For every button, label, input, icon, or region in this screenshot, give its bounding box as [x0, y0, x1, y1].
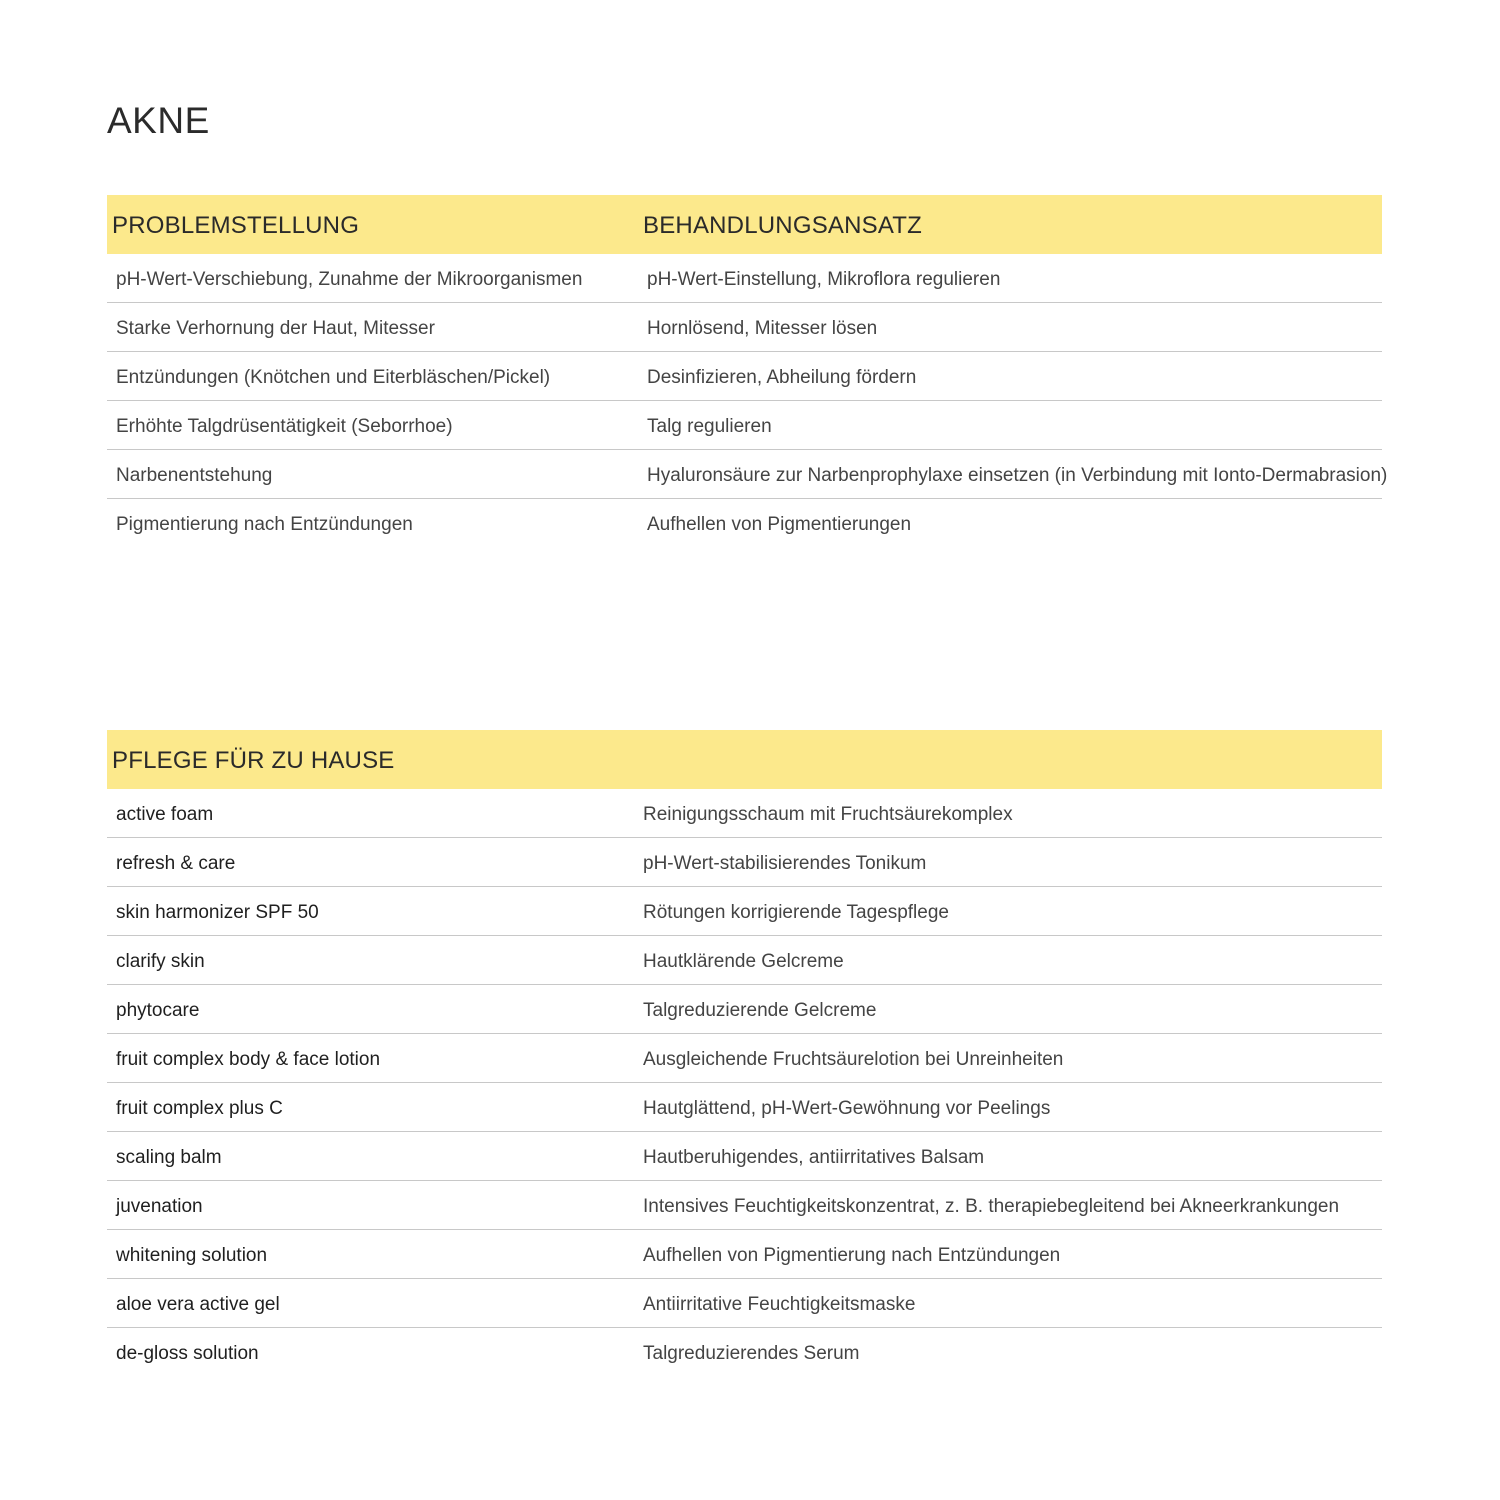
treatment-cell: Desinfizieren, Abheilung fördern — [647, 367, 917, 388]
treatment-cell: Hornlösend, Mitesser lösen — [647, 318, 878, 339]
table-row — [107, 789, 1382, 838]
product-description: Hautglättend, pH-Wert-Gewöhnung vor Peelings — [643, 1098, 1051, 1119]
product-description: Aufhellen von Pigmentierung nach Entzündungen — [643, 1245, 1061, 1266]
problems-table — [107, 195, 1388, 548]
home-care-table — [107, 730, 1382, 1377]
header-home-care: PFLEGE FÜR ZU HAUSE — [112, 747, 395, 774]
product-name: skin harmonizer SPF 50 — [116, 902, 319, 923]
product-name: aloe vera active gel — [116, 1294, 280, 1315]
table-row — [107, 254, 1382, 303]
table-row — [107, 1132, 1382, 1181]
treatment-cell: Talg regulieren — [647, 416, 772, 437]
product-description: Antiirritative Feuchtigkeitsmaske — [643, 1294, 916, 1315]
table-row — [107, 936, 1382, 985]
treatment-cell: Hyaluronsäure zur Narbenprophylaxe einsetzen (in Verbindung mit Ionto-Dermabrasion) — [647, 465, 1388, 486]
product-name: de-gloss solution — [116, 1343, 259, 1364]
problem-cell: Pigmentierung nach Entzündungen — [116, 514, 413, 535]
problem-cell: Starke Verhornung der Haut, Mitesser — [116, 318, 435, 339]
product-name: scaling balm — [116, 1147, 222, 1168]
problems-table-header — [107, 195, 1382, 254]
problem-cell: Erhöhte Talgdrüsentätigkeit (Seborrhoe) — [116, 416, 453, 437]
table-row — [107, 887, 1382, 936]
problem-cell: pH-Wert-Verschiebung, Zunahme der Mikroorganismen — [116, 269, 583, 290]
product-description: Reinigungsschaum mit Fruchtsäurekomplex — [643, 804, 1013, 825]
page-title: AKNE — [107, 100, 210, 141]
product-description: pH-Wert-stabilisierendes Tonikum — [643, 853, 927, 874]
table-row — [107, 1279, 1382, 1328]
product-name: phytocare — [116, 1000, 200, 1021]
table-row — [107, 450, 1388, 499]
table-row — [107, 838, 1382, 887]
product-name: fruit complex body & face lotion — [116, 1049, 381, 1070]
table-row — [107, 1083, 1382, 1132]
treatment-cell: pH-Wert-Einstellung, Mikroflora regulieren — [647, 269, 1001, 290]
header-problem: PROBLEMSTELLUNG — [112, 212, 360, 239]
table-row — [107, 1328, 1382, 1377]
product-description: Ausgleichende Fruchtsäurelotion bei Unreinheiten — [643, 1049, 1064, 1070]
header-treatment: BEHANDLUNGSANSATZ — [643, 212, 923, 239]
product-description: Hautklärende Gelcreme — [643, 951, 844, 972]
product-name: active foam — [116, 804, 214, 825]
product-name: juvenation — [116, 1196, 203, 1217]
table-row — [107, 499, 1382, 548]
table-row — [107, 303, 1382, 352]
table-row — [107, 1034, 1382, 1083]
product-description: Hautberuhigendes, antiirritatives Balsam — [643, 1147, 985, 1168]
table-row — [107, 985, 1382, 1034]
table-row — [107, 401, 1382, 450]
product-name: whitening solution — [116, 1245, 268, 1266]
product-description: Talgreduzierende Gelcreme — [643, 1000, 877, 1021]
product-name: refresh & care — [116, 853, 236, 874]
product-name: clarify skin — [116, 951, 205, 972]
treatment-cell: Aufhellen von Pigmentierungen — [647, 514, 912, 535]
product-description: Talgreduzierendes Serum — [643, 1343, 860, 1364]
problem-cell: Narbenentstehung — [116, 465, 273, 486]
table-row — [107, 1181, 1382, 1230]
table-row — [107, 1230, 1382, 1279]
table-row — [107, 352, 1382, 401]
product-description: Intensives Feuchtigkeitskonzentrat, z. B. therapiebegleitend bei Akneerkrankungen — [643, 1196, 1340, 1217]
product-name: fruit complex plus C — [116, 1098, 283, 1119]
problem-cell: Entzündungen (Knötchen und Eiterbläschen/Pickel) — [116, 367, 551, 388]
product-description: Rötungen korrigierende Tagespflege — [643, 902, 949, 923]
home-care-table-header — [107, 730, 1382, 789]
